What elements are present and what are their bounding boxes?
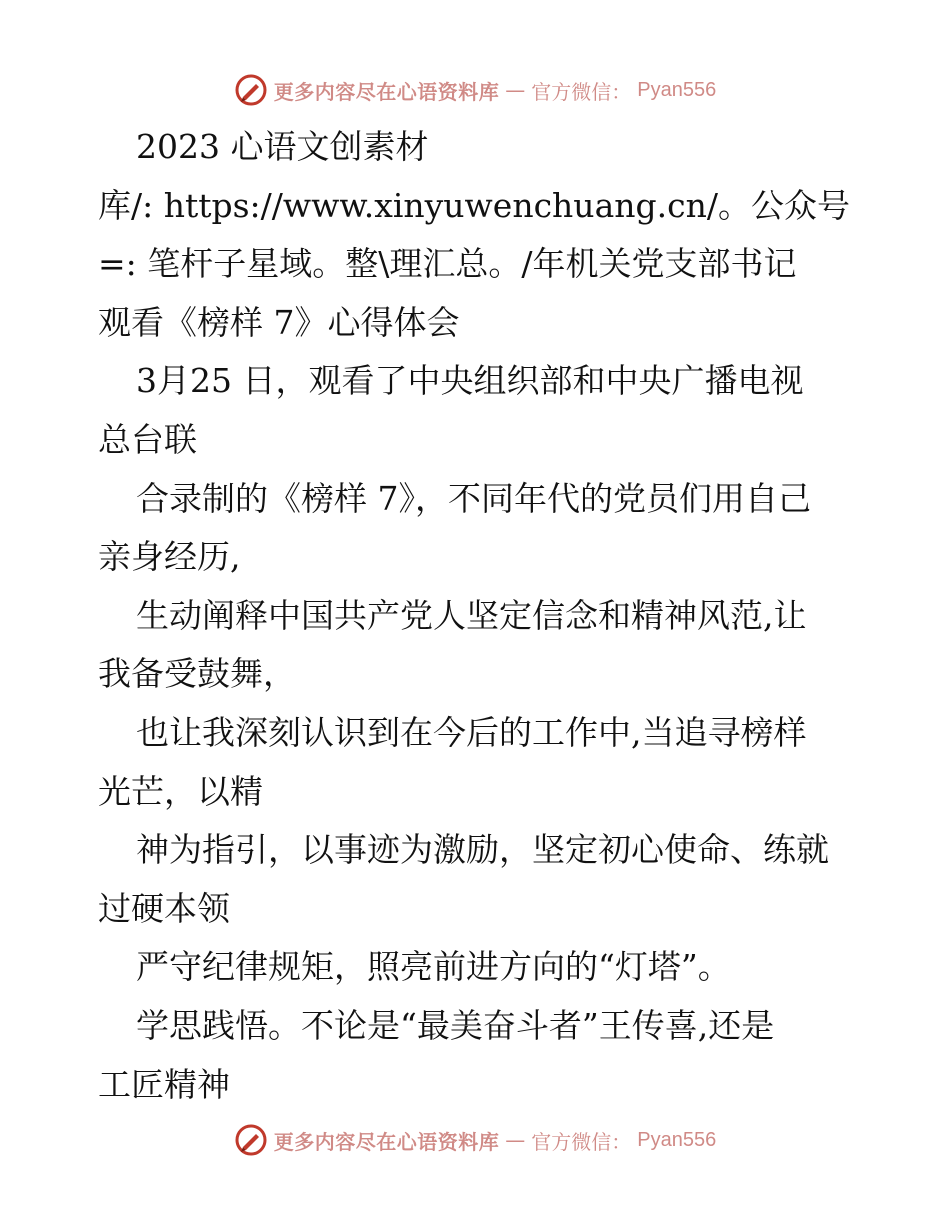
text-line: 学思践悟。不论是“最美奋斗者”王传喜,还是 xyxy=(136,1005,775,1045)
banner-wechat-id: Pyan556 xyxy=(637,78,717,101)
banner-main-text: 更多内容尽在心语资料库 xyxy=(273,1129,500,1154)
banner-main-text: 更多内容尽在心语资料库 xyxy=(273,79,500,104)
text-line: 生动阐释中国共产党人坚定信念和精神风范,让 xyxy=(136,595,807,635)
text-line: 我备受鼓舞， xyxy=(98,654,296,694)
banner-separator: — xyxy=(505,78,526,102)
text-line: 工匠精神 xyxy=(98,1064,230,1104)
text-line: 亲身经历, xyxy=(98,537,241,577)
text-line: 观看《榜样 7》心得体会 xyxy=(98,302,460,342)
banner-wechat-label: 官方微信： xyxy=(531,1129,632,1154)
pen-logo-icon xyxy=(234,1123,268,1157)
text-line: 光芒，以精 xyxy=(98,771,263,811)
document-body xyxy=(98,118,858,1114)
text-line: 严守纪律规矩，照亮前进方向的“灯塔”。 xyxy=(136,947,731,987)
text-line: =: 笔杆子星域。整\理汇总。/年机关党支部书记 xyxy=(98,244,797,284)
banner-wechat-label: 官方微信： xyxy=(531,79,632,104)
text-line: 库/: https://www.xinyuwenchuang.cn/。公众号 xyxy=(98,185,850,225)
text-line: 总台联 xyxy=(98,419,197,459)
banner-separator: — xyxy=(505,1128,526,1152)
text-line: 神为指引，以事迹为激励，坚定初心使命、练就 xyxy=(136,830,829,870)
text-line: 也让我深刻认识到在今后的工作中,当追寻榜样 xyxy=(136,712,807,752)
pen-logo-icon xyxy=(234,73,268,107)
text-line: 3月25 日，观看了中央组织部和中央广播电视 xyxy=(136,361,804,401)
footer-watermark-banner xyxy=(0,1120,950,1160)
text-line: 2023 心语文创素材 xyxy=(136,127,429,166)
text-line: 过硬本领 xyxy=(98,888,230,928)
text-line: 合录制的《榜样 7》，不同年代的党员们用自己 xyxy=(136,478,811,518)
header-watermark-banner xyxy=(0,70,950,110)
banner-wechat-id: Pyan556 xyxy=(637,1128,717,1151)
